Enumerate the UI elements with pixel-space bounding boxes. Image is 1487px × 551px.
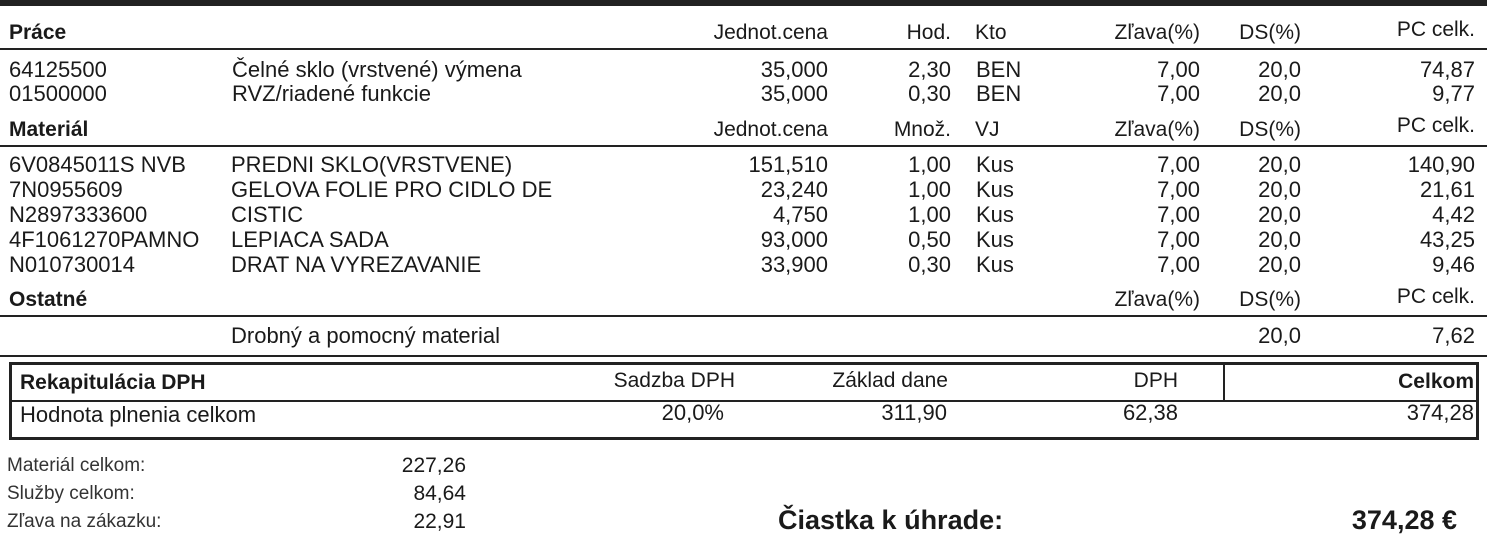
table-row (0, 177, 1487, 202)
recap-row-label: Hodnota plnenia celkom (20, 402, 257, 427)
item-code: N010730014 (9, 252, 136, 277)
item-vat: 20,0 (1258, 323, 1301, 348)
col-header-vat: DS(%) (1239, 118, 1301, 141)
recap-base-label: Základ dane (832, 369, 948, 392)
item-description: GELOVA FOLIE PRO CIDLO DE (231, 177, 553, 202)
item-unit: BEN (976, 81, 1022, 106)
item-unit: BEN (976, 57, 1022, 82)
col-header-discount: Zľava(%) (1114, 21, 1200, 44)
item-total: 9,77 (1432, 81, 1475, 106)
item-unit-price: 4,750 (772, 202, 828, 227)
item-discount: 7,00 (1157, 227, 1200, 252)
item-description: PREDNI SKLO(VRSTVENE) (231, 152, 513, 177)
item-total: 21,61 (1419, 177, 1475, 202)
recap-rate-label: Sadzba DPH (613, 369, 735, 392)
summary-discount-value: 22,91 (413, 510, 466, 533)
item-total: 4,42 (1432, 202, 1475, 227)
table-row (0, 227, 1487, 252)
item-quantity: 0,30 (908, 81, 951, 106)
col-header-hours: Hod. (906, 21, 951, 44)
item-unit-price: 35,000 (760, 57, 828, 82)
section-title-ostatne: Ostatné (9, 288, 88, 311)
item-unit-price: 35,000 (760, 81, 828, 106)
item-total: 9,46 (1432, 252, 1475, 277)
col-header-discount: Zľava(%) (1114, 118, 1200, 141)
item-unit: Kus (976, 202, 1014, 227)
item-vat: 20,0 (1258, 57, 1301, 82)
item-discount: 7,00 (1157, 252, 1200, 277)
recap-dph-label: DPH (1133, 369, 1178, 392)
item-quantity: 2,30 (908, 57, 951, 82)
summary-material-value: 227,26 (401, 454, 466, 477)
table-row (0, 252, 1487, 277)
col-header-unit: VJ (975, 118, 1000, 141)
section-rule (0, 145, 1487, 147)
item-code: 64125500 (9, 57, 107, 82)
item-vat: 20,0 (1258, 81, 1301, 106)
table-row (0, 152, 1487, 177)
item-unit-price: 151,510 (748, 152, 828, 177)
item-total: 74,87 (1419, 57, 1475, 82)
recap-dph-value: 62,38 (1122, 400, 1178, 425)
section-title-material: Materiál (9, 118, 89, 141)
section-rule (0, 315, 1487, 317)
item-description: DRAT NA VYREZAVANIE (231, 252, 482, 277)
item-total: 140,90 (1407, 152, 1475, 177)
item-unit: Kus (976, 177, 1014, 202)
item-discount: 7,00 (1157, 177, 1200, 202)
item-quantity: 0,30 (908, 252, 951, 277)
summary-material-label: Materiál celkom: (7, 455, 146, 476)
col-header-discount: Zľava(%) (1114, 288, 1200, 311)
item-quantity: 1,00 (908, 202, 951, 227)
item-vat: 20,0 (1258, 202, 1301, 227)
item-unit-price: 33,900 (760, 252, 828, 277)
col-header-total: PC celk. (1396, 18, 1475, 41)
item-description: Čelné sklo (vrstvené) výmena (232, 57, 522, 82)
summary-services-label: Služby celkom: (7, 483, 135, 504)
item-unit: Kus (976, 227, 1014, 252)
item-unit: Kus (976, 252, 1014, 277)
col-header-total: PC celk. (1396, 114, 1475, 137)
item-quantity: 1,00 (908, 152, 951, 177)
amount-due-value: 374,28 € (1351, 505, 1457, 535)
item-total: 43,25 (1419, 227, 1475, 252)
item-quantity: 0,50 (908, 227, 951, 252)
col-header-unit-price: Jednot.cena (713, 21, 828, 44)
item-description: CISTIC (231, 202, 304, 227)
col-header-vat: DS(%) (1239, 288, 1301, 311)
table-row (0, 202, 1487, 227)
col-header-who: Kto (975, 21, 1007, 44)
item-unit: Kus (976, 152, 1014, 177)
item-code: 01500000 (9, 81, 107, 106)
recap-rate-value: 20,0% (661, 400, 724, 425)
item-vat: 20,0 (1258, 177, 1301, 202)
item-unit-price: 93,000 (760, 227, 828, 252)
item-discount: 7,00 (1157, 202, 1200, 227)
recap-base-value: 311,90 (881, 400, 947, 425)
amount-due-label: Čiastka k úhrade: (778, 505, 1004, 535)
recap-total-label: Celkom (1398, 370, 1474, 393)
item-vat: 20,0 (1258, 227, 1301, 252)
summary-discount-label: Zľava na zákazku: (7, 511, 162, 532)
item-code: 4F1061270PAMNO (9, 227, 200, 252)
recap-total-value: 374,28 (1406, 400, 1474, 425)
item-code: N2897333600 (9, 202, 148, 227)
item-unit-price: 23,240 (760, 177, 828, 202)
top-border (0, 0, 1487, 6)
item-vat: 20,0 (1258, 152, 1301, 177)
item-quantity: 1,00 (908, 177, 951, 202)
item-discount: 7,00 (1157, 81, 1200, 106)
item-description: RVZ/riadené funkcie (232, 81, 431, 106)
col-header-unit-price: Jednot.cena (713, 118, 828, 141)
item-code: 6V0845011S NVB (9, 152, 186, 177)
recap-title: Rekapitulácia DPH (20, 371, 206, 394)
table-row (0, 81, 1487, 106)
item-description: Drobný a pomocný material (231, 323, 501, 348)
col-header-total: PC celk. (1396, 285, 1475, 308)
col-header-vat: DS(%) (1239, 21, 1301, 44)
section-title-prace: Práce (9, 21, 67, 44)
item-description: LEPIACA SADA (231, 227, 389, 252)
recap-top-rule (0, 355, 1487, 357)
col-header-quantity: Množ. (893, 118, 951, 141)
section-rule (0, 48, 1487, 50)
table-row (0, 57, 1487, 82)
summary-services-value: 84,64 (413, 482, 466, 505)
recap-divider (1223, 364, 1225, 401)
item-discount: 7,00 (1157, 152, 1200, 177)
item-discount: 7,00 (1157, 57, 1200, 82)
table-row (0, 323, 1487, 348)
item-code: 7N0955609 (9, 177, 123, 202)
item-vat: 20,0 (1258, 252, 1301, 277)
item-total: 7,62 (1432, 323, 1475, 348)
